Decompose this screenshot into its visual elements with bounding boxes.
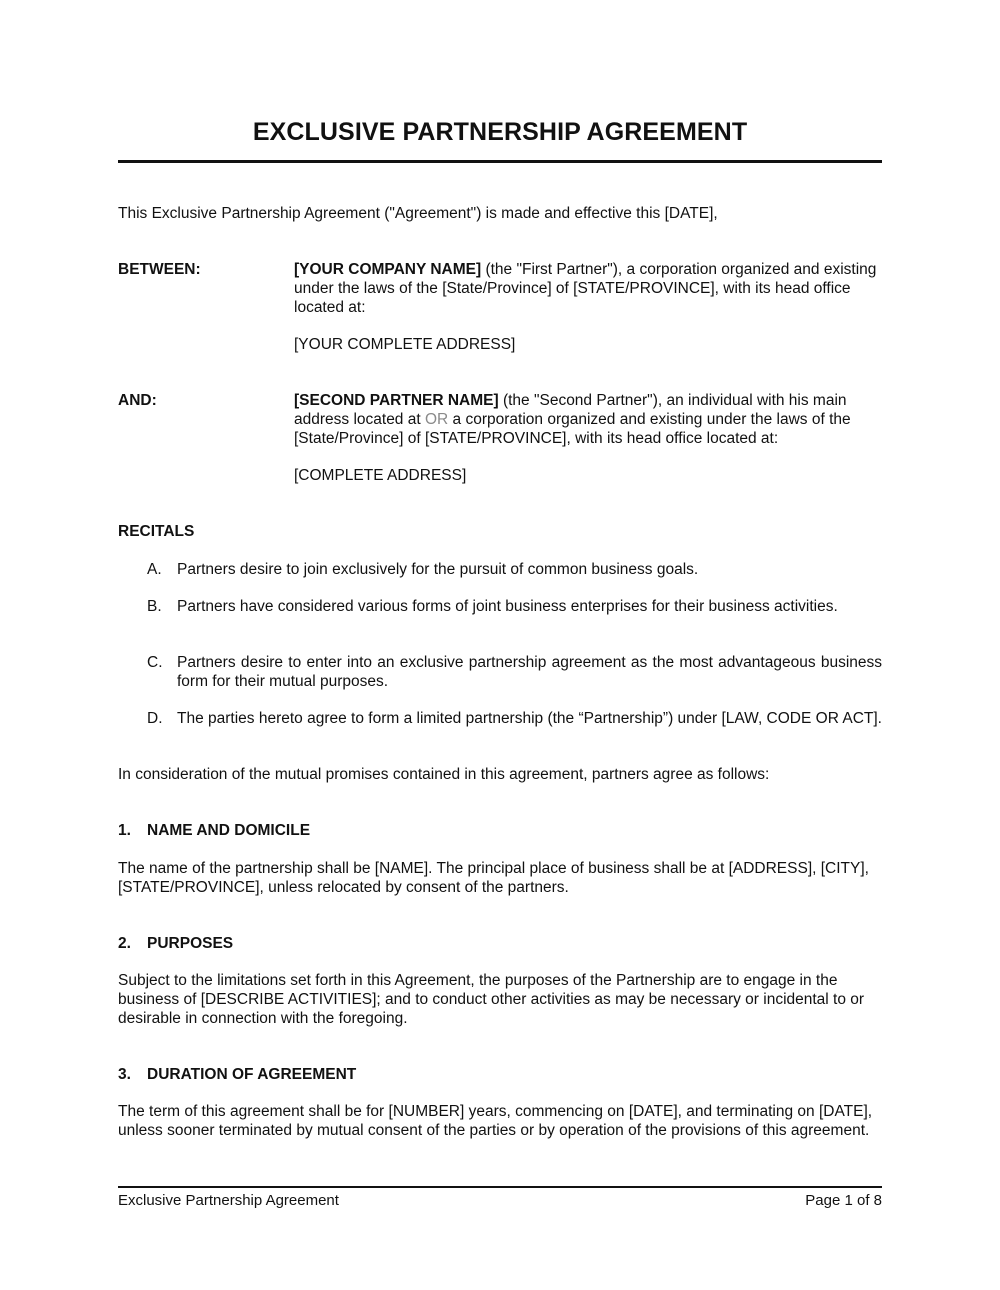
section-heading bbox=[118, 934, 233, 953]
title-divider bbox=[118, 160, 882, 163]
section-body: Subject to the limitations set forth in this Agreement, the purposes of the Partnership are to engage in the business of [DESCRIBE ACTIVITIES]; and to conduct other activities as may be necessary or incidental to or desirable in connection with the foregoing. bbox=[118, 972, 865, 1027]
recital-letter: A. bbox=[147, 561, 162, 578]
document-title: EXCLUSIVE PARTNERSHIP AGREEMENT bbox=[252, 118, 748, 146]
between-label: BETWEEN: bbox=[118, 261, 201, 278]
section-number: 1. bbox=[118, 822, 131, 839]
consideration-paragraph: In consideration of the mutual promises contained in this agreement, partners agree as follows: bbox=[118, 766, 770, 783]
section-title: PURPOSES bbox=[147, 935, 234, 952]
and-label: AND: bbox=[118, 392, 157, 409]
footer-page-number: Page 1 of 8 bbox=[805, 1192, 882, 1209]
recitals-heading: RECITALS bbox=[118, 523, 195, 540]
footer-divider bbox=[118, 1186, 882, 1188]
section-title: NAME AND DOMICILE bbox=[147, 822, 311, 839]
section-title: DURATION OF AGREEMENT bbox=[147, 1066, 357, 1083]
section-body: The name of the partnership shall be [NAME]. The principal place of business shall be at [ADDRESS], [CITY], [STATE/PROVINCE], unless relocated by consent of the partners. bbox=[118, 860, 869, 896]
second-partner-address: [COMPLETE ADDRESS] bbox=[294, 467, 467, 484]
section-heading bbox=[118, 821, 310, 840]
or-marker: OR bbox=[424, 411, 449, 428]
section-heading bbox=[118, 1065, 356, 1084]
second-partner-name: [SECOND PARTNER NAME] bbox=[294, 392, 499, 409]
intro-paragraph: This Exclusive Partnership Agreement ("Agreement") is made and effective this [DATE], bbox=[118, 205, 718, 222]
recital-letter: B. bbox=[147, 598, 162, 615]
section-body: The term of this agreement shall be for [NUMBER] years, commencing on [DATE], and terminating on [DATE], unless sooner terminated by mutual consent of the parties or by operation of the provisions of this agreement. bbox=[118, 1103, 873, 1139]
recital-text: Partners desire to enter into an exclusive partnership agreement as the most advantageous business form for their mutual purposes. bbox=[177, 654, 882, 690]
second-partner-text-2: a corporation organized and existing under the laws of the [State/Province] of [STATE/PROVINCE], with its head office located at: bbox=[294, 411, 851, 447]
recital-text: Partners desire to join exclusively for the pursuit of common business goals. bbox=[177, 561, 699, 578]
section-number: 2. bbox=[118, 935, 131, 952]
footer-document-name: Exclusive Partnership Agreement bbox=[118, 1192, 339, 1209]
first-partner-address: [YOUR COMPLETE ADDRESS] bbox=[294, 336, 516, 353]
recital-text: The parties hereto agree to form a limited partnership (the “Partnership”) under [LAW, CODE OR ACT]. bbox=[177, 710, 882, 727]
first-partner-text: (the "First Partner"), a corporation organized and existing under the laws of the [State/Province] of [STATE/PROVINCE], with its head office located at: bbox=[294, 261, 877, 316]
recital-letter: D. bbox=[147, 710, 163, 727]
section-number: 3. bbox=[118, 1066, 131, 1083]
first-partner-paragraph bbox=[294, 260, 882, 317]
second-partner-paragraph bbox=[294, 391, 882, 448]
second-partner-text-1: (the "Second Partner"), an individual with his main address located at bbox=[294, 392, 847, 428]
recital-letter: C. bbox=[147, 654, 163, 671]
recital-text: Partners have considered various forms of joint business enterprises for their business activities. bbox=[177, 598, 838, 615]
first-partner-name: [YOUR COMPANY NAME] bbox=[294, 261, 482, 278]
